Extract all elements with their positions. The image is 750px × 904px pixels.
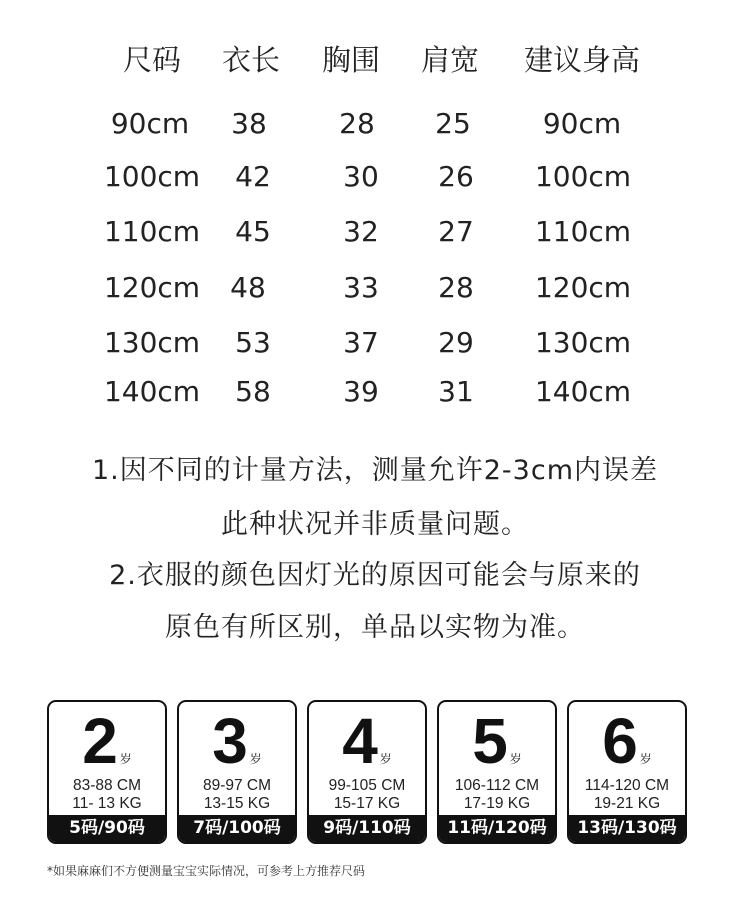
header-length: 衣长: [221, 43, 281, 77]
note-line-2: 此种状况并非质量问题。: [221, 509, 529, 540]
table-cell: 42: [235, 160, 271, 193]
note-line-4: 原色有所区别，单品以实物为准。: [165, 612, 585, 643]
age-card: [307, 700, 427, 844]
table-cell: 140cm: [103, 375, 201, 408]
age-unit: 岁: [249, 752, 262, 766]
table-cell: 53: [235, 326, 271, 359]
table-cell: 32: [343, 215, 379, 248]
table-cell: 130cm: [534, 326, 632, 359]
table-cell: 100cm: [103, 160, 201, 193]
table-cell: 26: [438, 160, 474, 193]
table-cell: 38: [231, 107, 267, 140]
weight-range: 13-15 KG: [203, 795, 271, 812]
table-cell: 90cm: [110, 107, 190, 140]
table-cell: 25: [435, 107, 471, 140]
age-card: [47, 700, 167, 844]
table-cell: 110cm: [534, 215, 632, 248]
table-cell: 39: [343, 375, 379, 408]
table-cell: 110cm: [103, 215, 201, 248]
header-chest: 胸围: [321, 43, 381, 77]
table-cell: 27: [438, 215, 474, 248]
table-cell: 140cm: [534, 375, 632, 408]
table-cell: 100cm: [534, 160, 632, 193]
table-cell: 28: [339, 107, 375, 140]
age-card: [567, 700, 687, 844]
table-cell: 31: [438, 375, 474, 408]
age-number: 2: [82, 705, 118, 777]
note-line-3: 2.衣服的颜色因灯光的原因可能会与原来的: [109, 560, 641, 591]
header-shoulder: 肩宽: [420, 43, 480, 77]
table-cell: 130cm: [103, 326, 201, 359]
size-label: 5码/90码: [49, 815, 165, 842]
age-unit: 岁: [119, 752, 132, 766]
table-cell: 29: [438, 326, 474, 359]
height-range: 99-105 CM: [328, 777, 406, 794]
weight-range: 19-21 KG: [593, 795, 661, 812]
table-cell: 30: [343, 160, 379, 193]
table-cell: 37: [343, 326, 379, 359]
height-range: 106-112 CM: [454, 777, 540, 794]
age-unit: 岁: [509, 752, 522, 766]
table-cell: 28: [438, 271, 474, 304]
age-number: 5: [472, 705, 508, 777]
table-cell: 33: [343, 271, 379, 304]
table-cell: 48: [230, 271, 266, 304]
table-cell: 45: [235, 215, 271, 248]
table-cell: 120cm: [534, 271, 632, 304]
age-number: 4: [342, 705, 378, 777]
age-unit: 岁: [639, 752, 652, 766]
age-card: [437, 700, 557, 844]
height-range: 114-120 CM: [584, 777, 670, 794]
table-cell: 90cm: [542, 107, 622, 140]
height-range: 83-88 CM: [72, 777, 142, 794]
size-label: 7码/100码: [179, 815, 295, 842]
size-label: 9码/110码: [309, 815, 425, 842]
age-unit: 岁: [379, 752, 392, 766]
weight-range: 15-17 KG: [333, 795, 401, 812]
weight-range: 11- 13 KG: [72, 795, 142, 812]
table-cell: 120cm: [103, 271, 201, 304]
note-line-1: 1.因不同的计量方法，测量允许2-3cm内误差: [91, 455, 658, 486]
footnote: *如果麻麻们不方便测量宝宝实际情况，可参考上方推荐尺码: [47, 864, 366, 878]
age-card: [177, 700, 297, 844]
height-range: 89-97 CM: [202, 777, 272, 794]
weight-range: 17-19 KG: [463, 795, 531, 812]
size-label: 13码/130码: [569, 815, 685, 842]
age-number: 6: [602, 705, 638, 777]
age-number: 3: [212, 705, 248, 777]
header-size: 尺码: [122, 43, 182, 77]
size-label: 11码/120码: [439, 815, 555, 842]
header-height: 建议身高: [523, 43, 641, 77]
table-cell: 58: [235, 375, 271, 408]
